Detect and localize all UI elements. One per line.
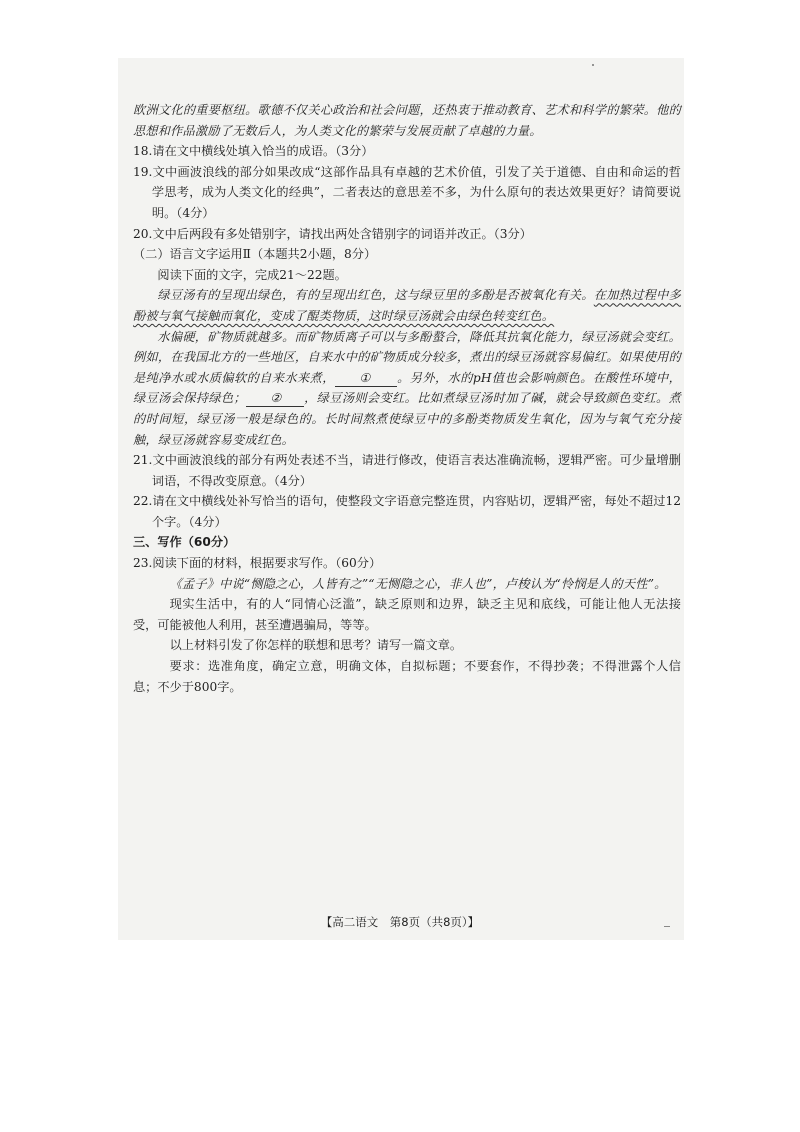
material-line-2: 现实生活中，有的人“同情心泛滥”，缺乏原则和边界，缺乏主见和底线，可能让他人无法接受，可能被他人利用，甚至遭遇骗局，等等。 [133,597,681,632]
paragraph-1-text: 绿豆汤有的呈现出绿色，有的呈现出红色，这与绿豆里的多酚是否被氧化有关。 [157,288,594,303]
question-22: 22.请在文中横线处补写恰当的语句，使整段文字语意完整连贯，内容贴切，逻辑严密，每处不超过12个字。（4分） [133,494,681,529]
question-20: 20.文中后两段有多处错别字，请找出两处含错别字的词语并改正。（3分） [133,226,532,241]
material-line-1: 《孟子》中说“恻隐之心，人皆有之”“无恻隐之心，非人也”，卢梭认为“怜悯是人的天性”。 [169,576,667,591]
page-content [133,100,681,697]
material-line-3: 以上材料引发了你怎样的联想和思考？请写一篇文章。 [169,638,463,653]
writing-requirements: 要求：选准角度，确定立意，明确文体，自拟标题；不要套作，不得抄袭；不得泄露个人信息；不少于800字。 [133,659,681,694]
passage-paragraph-2 [133,327,681,451]
passage-paragraph-1 [133,285,681,326]
reading-instruction: 阅读下面的文字，完成21～22题。 [157,267,347,282]
question-21: 21.文中画波浪线的部分有两处表述不当，请进行修改，使语言表达准确流畅，逻辑严密。可少量增删词语，不得改变原意。（4分） [133,453,681,488]
section-3-title: 三、写作（60分） [133,535,236,550]
page-footer: 【高二语文 第8页（共8页）】 [320,915,480,929]
blank-2: ② [246,391,304,407]
scan-mark [664,926,670,927]
passage-continuation: 欧洲文化的重要枢纽。歌德不仅关心政治和社会问题，还热衷于推动教育、艺术和科学的繁荣。他的思想和作品激励了无数后人，为人类文化的繁荣与发展贡献了卓越的力量。 [133,103,681,138]
paragraph-2-text-b: 。另外，水的pH值也会影响颜色。在酸性环境中，绿豆汤会保持绿色； [133,370,682,406]
question-23: 23.阅读下面的材料，根据要求写作。（60分） [133,556,382,571]
paragraph-2-text-a: 水偏硬，矿物质就越多。而矿物质离子可以与多酚螯合，降低其抗氧化能力，绿豆汤就会变红。例如，在我国北方的一些地区，自来水中的矿物质成分较多，煮出的绿豆汤就容易偏红。如果使用的是纯净水或水质偏软的自来水来煮， [133,329,681,385]
blank-1: ① [335,371,397,387]
question-18: 18.请在文中横线处填入恰当的成语。（3分） [133,144,374,159]
section-2-title: （二）语言文字运用Ⅱ（本题共2小题，8分） [133,247,377,262]
scan-speck [592,64,594,66]
paragraph-2-text-c: ，绿豆汤则会变红。比如煮绿豆汤时加了碱，就会导致颜色变红。煮的时间短，绿豆汤一般是绿色的。长时间熬煮使绿豆中的多酚类物质发生氧化，因为与氧气充分接触，绿豆汤就容易变成红色。 [133,391,681,447]
question-19: 19.文中画波浪线的部分如果改成“这部作品具有卓越的艺术价值，引发了关于道德、自由和命运的哲学思考，成为人类文化的经典”，二者表达的意思差不多，为什么原句的表达效果更好？请简要说明。（4分） [133,164,681,220]
wavy-underlined-text: 在加热过程中多酚被与氧气接触而氧化，变成了醌类物质，这时绿豆汤就会由绿色转变红色。 [133,288,681,323]
